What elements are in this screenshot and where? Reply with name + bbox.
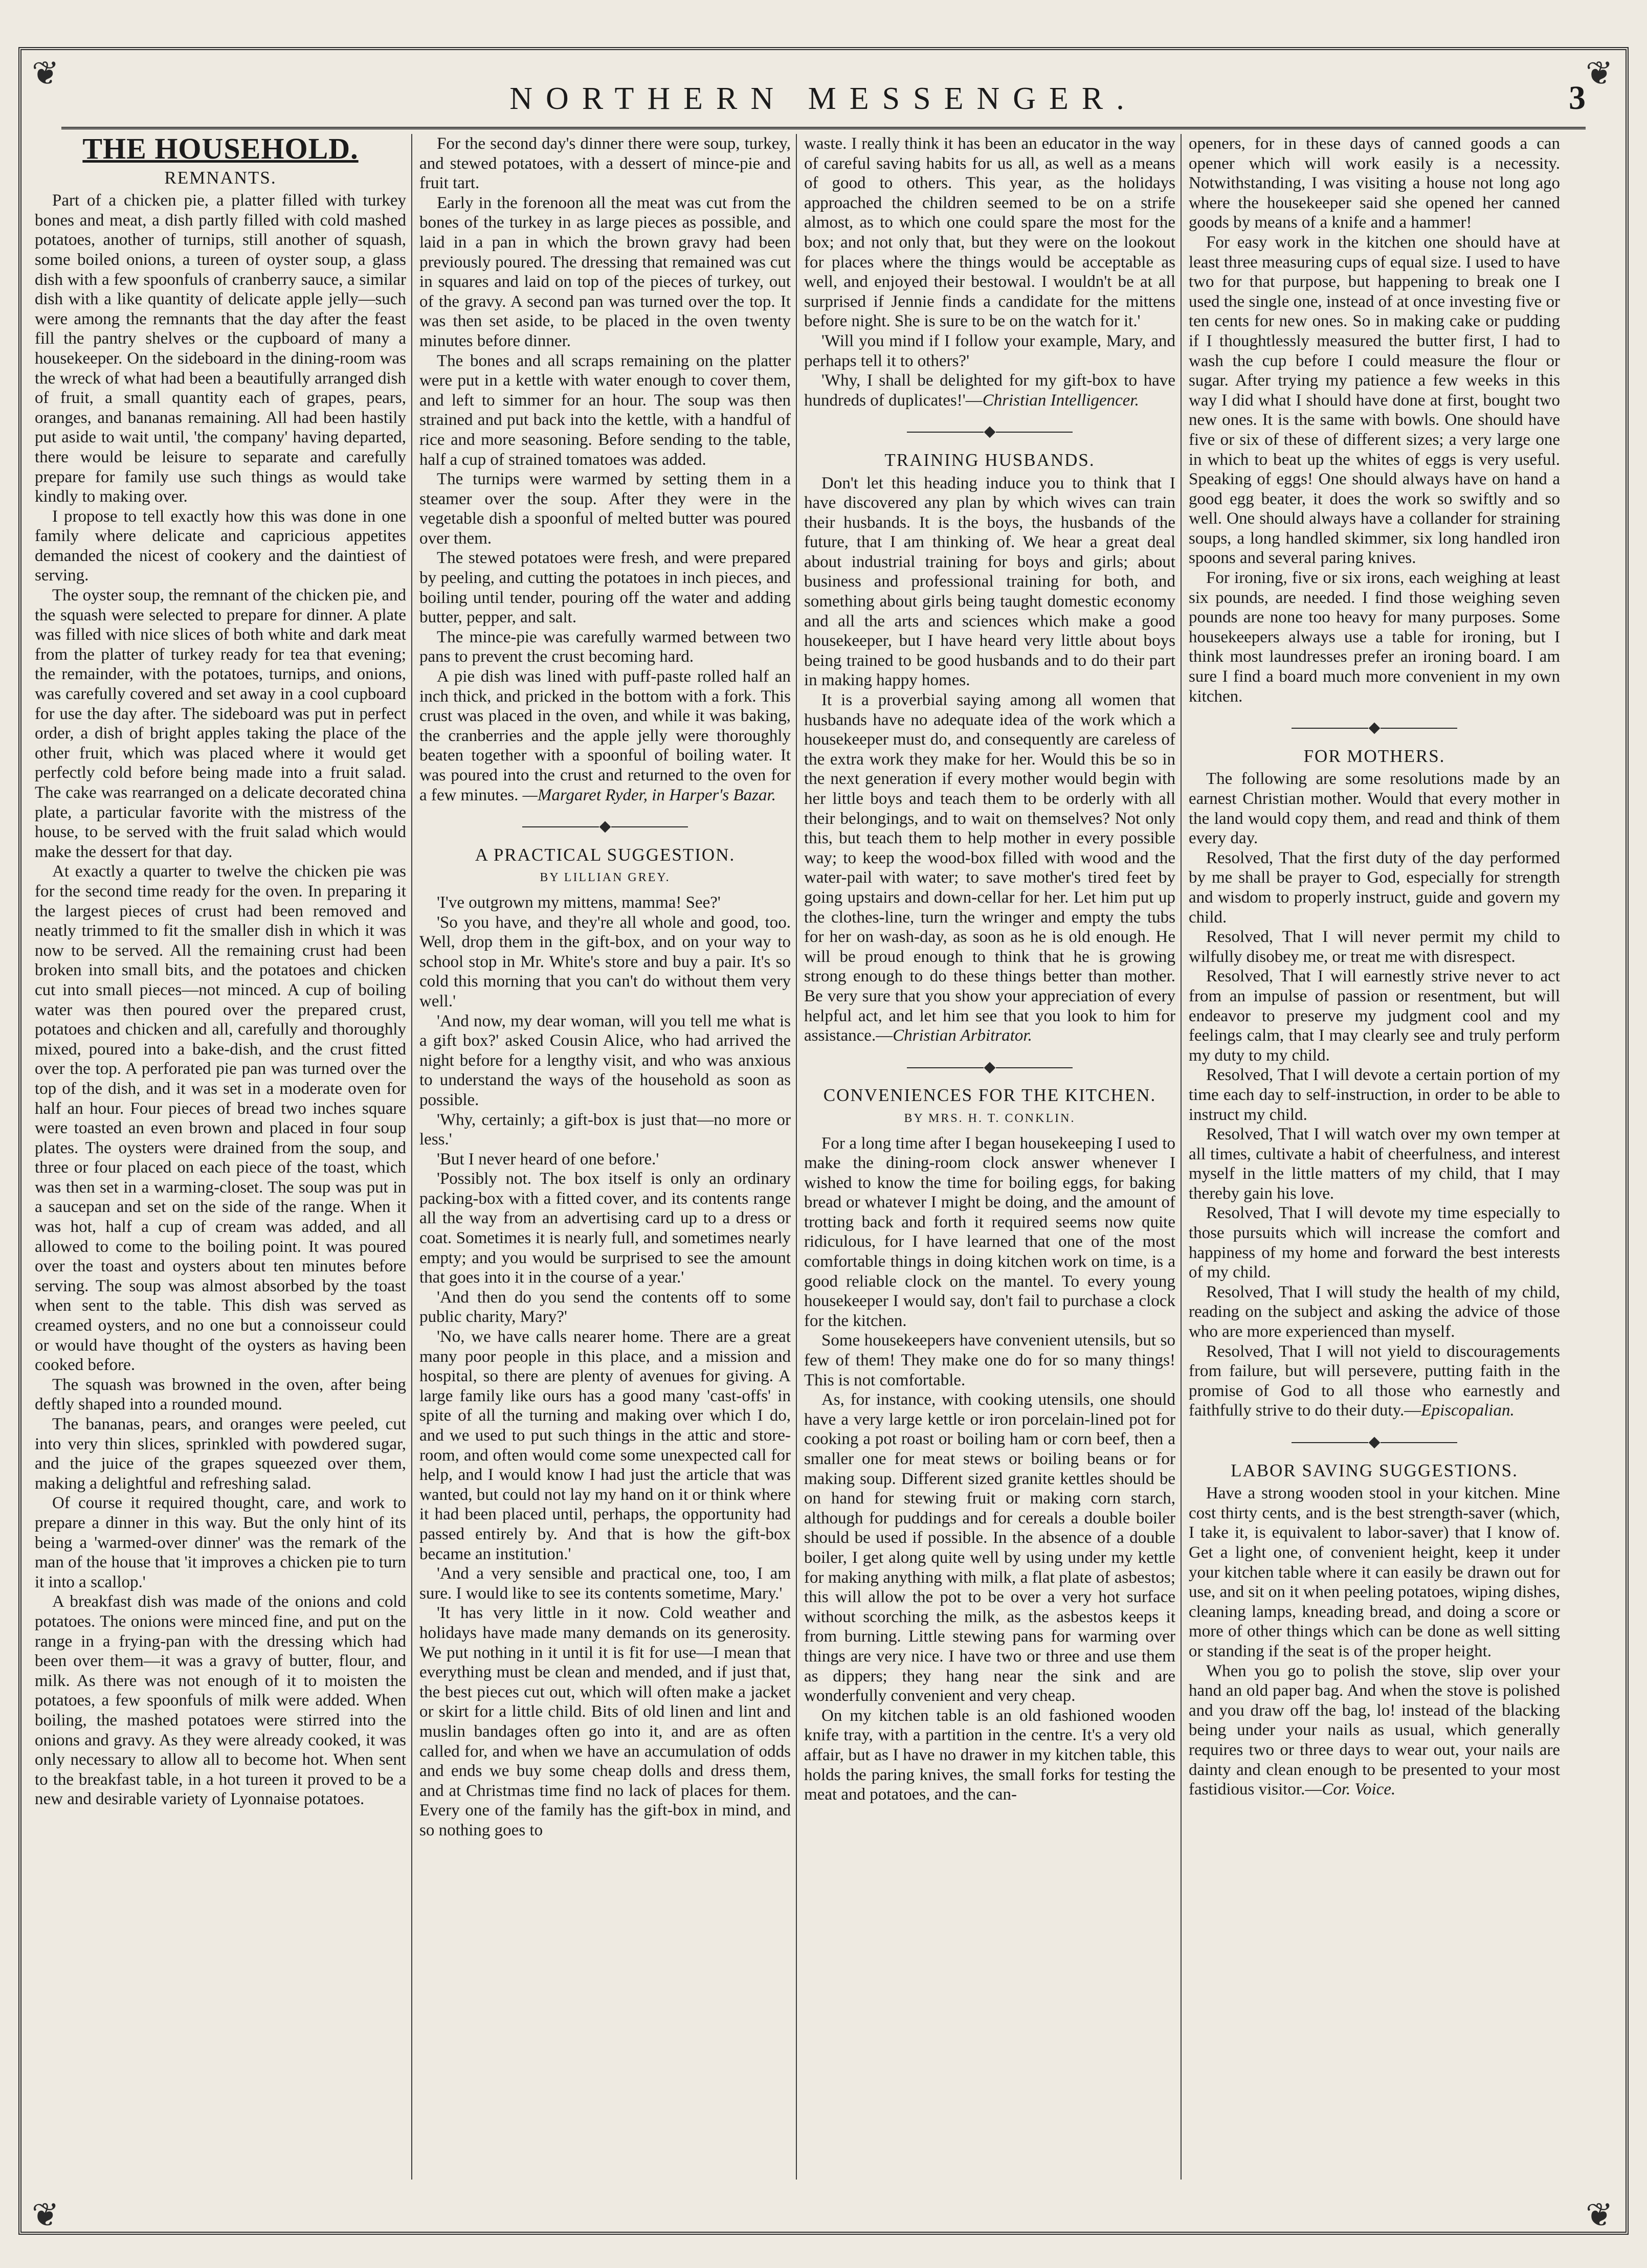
paragraph: Don't let this heading induce you to think that I have discovered any plan by which wives can train their husbands. It is the boys, the husbands of the future, that I am thinking of. We hear a great deal about industrial training for boys and girls; about business and professional training for both, and something about girls being taught domestic economy and all the arts and sciences which make a good housekeeper, but I have heard very little about boys being trained to be good husbands and to do their part in making happy homes.: [804, 474, 1175, 690]
source-credit: Cor. Voice.: [1322, 1780, 1396, 1799]
column-3: [804, 134, 1175, 2182]
byline: BY MRS. H. T. CONKLIN.: [904, 1111, 1076, 1125]
paragraph: 'Possibly not. The box itself is only an ordinary packing-box with a fitted cover, and its contents range all the way from an advertising card up to a dress or coat. Sometimes it is nearly full, and sometimes nearly empty; and you would be surprised to see the amount that goes into it in the course of a year.': [419, 1170, 791, 1287]
newspaper-title: NORTHERN MESSENGER.: [509, 81, 1138, 116]
section-divider: [1189, 717, 1560, 737]
paragraph-text: A pie dish was lined with puff-paste rolled half an inch thick, and pricked in the bottom with a fork. This crust was placed in the oven, and while it was baking, the cranberries and the apple jelly were thoroughly beaten together with a spoonful of boiling water. It was poured into the crust and returned to the oven for a few minutes.: [419, 667, 791, 804]
paragraph: Early in the forenoon all the meat was cut from the bones of the turkey in as large pieces as possible, and laid in a pan in which the brown gravy had been previously poured. The dressing that remained was cut in squares and laid on top of the pieces of turkey, out of the gravy. A second pan was turned over the top. It was then set aside, to be placed in the oven twenty minutes before dinner.: [419, 193, 791, 350]
paragraph: 'And then do you send the contents off to some public charity, Mary?': [419, 1288, 791, 1327]
paragraph-text: It is a proverbial saying among all women that husbands have no adequate idea of the work which a housekeeper must do, and consequently are careless of the extra work they make for her. Would this be so in the next generation if every mother would begin with her little boys and teach them to be orderly with all their belongings, and to wait on themselves? Not only this, but teach them to help mother in every possible way; to keep the wood-box filled with wood and the water-pail with water; to save mother's tired feet by going upstairs and down-cellar for her. Let him put up the clothes-line, turn the wringer and empty the tubs for her on wash-day, as soon as he is old enough. He will be proud enough to think that he is growing strong enough to do these things better than mother. Be very sure that you show your appreciation of every helpful act, and let him see that you look to him for assistance.—: [804, 691, 1175, 1045]
paragraph: The mince-pie was carefully warmed between two pans to prevent the crust becoming hard.: [419, 627, 791, 666]
source-credit: Christian Intelligencer.: [982, 391, 1139, 410]
paragraph: I propose to tell exactly how this was done in one family where delicate and capricious appetites demanded the nicest of cookery and the daintiest of serving.: [35, 507, 406, 585]
column-4: [1189, 134, 1560, 2182]
paragraph: The oyster soup, the remnant of the chicken pie, and the squash were selected to prepare for dinner. A plate was filled with nice slices of both white and dark meat from the platter of turkey ready for tea that evening; the remainder, with the potatoes, turnips, and onions, was carefully covered and set away in a cool cupboard for use the day after. The sideboard was put in perfect order, a dish of bright apples taking the place of the other fruit, which was placed where it would get perfectly cold before being made into a fruit salad. The cake was rearranged on a delicate decorated china plate, a particular favorite with the mistress of the house, to be served with the fruit salad which would make the dessert for that day.: [35, 586, 406, 861]
paragraph: The stewed potatoes were fresh, and were prepared by peeling, and cutting the potatoes in inch pieces, and boiling until tender, pouring off the water and adding butter, pepper, and salt.: [419, 549, 791, 627]
paragraph: For easy work in the kitchen one should have at least three measuring cups of equal size. I used to have two for that purpose, but happening to break one I used the single one, instead of at once investing five or ten cents for new ones. So in making cake or pudding if I thoughtlessly measured the butter first, I had to wash the cup before I could measure the flour or sugar. After trying my patience a few weeks in this way I did what I should have done at first, bought two new ones. It is the same with bowls. One should have five or six of these of different sizes; a very large one in which to beat up the whites of eggs is very useful. Speaking of eggs! One should always have on hand a good egg beater, it does the work so swiftly and so well. One should always have a collander for straining soups, a long handled skimmer, six long handled iron spoons and several paring knives.: [1189, 233, 1560, 568]
paragraph: 'It has very little in it now. Cold weather and holidays have made many demands on its generosity. We put nothing in it until it is fit for use—I mean that everything must be clean and mended, and if just that, the best pieces cut out, which will often make a jacket or skirt for a little child. Bits of old linen and lint and muslin bandages often go into it, and are as often called for, and when we have an accumulation of odds and ends we buy some cheap dolls and dress them, and at Christmas time find no lack of places for them. Every one of the family has the gift-box in mind, and so nothing goes to: [419, 1604, 791, 1839]
paragraph: For the second day's dinner there were soup, turkey, and stewed potatoes, with a dessert of mince-pie and fruit tart.: [419, 134, 791, 193]
paragraph: waste. I really think it has been an educator in the way of careful saving habits for us all, as well as a means of good to others. This year, as the holidays approached the children seemed to be on a strife almost, as to which one could spare the most for the box; and not only that, but they were on the lookout for places where the things would be acceptable as well, and enjoyed their bestowal. I wouldn't be at all surprised if Jennie finds a candidate for the mittens before night. She is sure to be on the watch for it.': [804, 134, 1175, 331]
paragraph: 'I've outgrown my mittens, mamma! See?': [437, 893, 721, 912]
source-credit: Christian Arbitrator.: [893, 1026, 1032, 1045]
paragraph: [419, 667, 791, 805]
paragraph: A breakfast dish was made of the onions and cold potatoes. The onions were minced fine, and put on the range in a frying-pan with the dressing which had been over them—it was a gravy of butter, flour, and milk. As there was not enough of it to moisten the potatoes, a few spoonfuls of milk were added. When boiling, the mashed potatoes were stirred into the onions and gravy. As they were already cooked, it was only necessary to allow all to become hot. When sent to the breakfast table, in a hot tureen it proved to be a new and desirable variety of Lyonnaise potatoes.: [35, 1592, 406, 1809]
paragraph: The bones and all scraps remaining on the platter were put in a kettle with water enough to cover them, and left to simmer for an hour. The soup was then strained and put back into the kettle, with a handful of rice and more seasoning. Before sending to the table, half a cup of strained tomatoes was added.: [419, 351, 791, 469]
column-2: [419, 134, 791, 2182]
paragraph-text: 'Why, I shall be delighted for my gift-box to have hundreds of duplicates!'—: [804, 371, 1175, 410]
paragraph: Resolved, That I will watch over my own temper at all times, cultivate a habit of cheerfulness, and interest myself in the little matters of my child, that I may thereby gain his love.: [1189, 1125, 1560, 1203]
paragraph: For a long time after I began housekeeping I used to make the dining-room clock answer whenever I wished to know the time for boiling eggs, for baking bread or whatever I might be doing, and the amount of trotting back and forth it required seems now quite ridiculous, for I have learned that one of the most comfortable things in doing kitchen work on time, is a good reliable clock on the mantel. To every young housekeeper I would say, don't fail to purchase a clock for the kitchen.: [804, 1134, 1175, 1330]
paragraph: [1189, 1661, 1560, 1800]
source-credit: Episcopalian.: [1421, 1401, 1515, 1420]
paragraph: Have a strong wooden stool in your kitchen. Mine cost thirty cents, and is the best strength-saver (which, I take it, is equivalent to labor-saver) that I know of. Get a light one, of convenient height, keep it under your kitchen table where it can easily be drawn out for use, and sit on it when peeling potatoes, wiping dishes, cleaning lamps, kneading bread, and doing a score or more of other things which can be done as well sitting or standing if the seat is of the proper height.: [1189, 1484, 1560, 1660]
column-1: [35, 134, 406, 2182]
paragraph: Resolved, That I will devote my time especially to those pursuits which will increase the comfort and happiness of my home and forward the best interests of my child.: [1189, 1204, 1560, 1282]
paragraph: Some housekeepers have convenient utensils, but so few of them! They make one do for so many things! This is not comfortable.: [804, 1331, 1175, 1389]
article-heading-for-mothers: FOR MOTHERS.: [1303, 746, 1445, 766]
section-divider: [1189, 1432, 1560, 1452]
paragraph: The following are some resolutions made by an earnest Christian mother. Would that every mother in the land would copy them, and read and think of them every day.: [1189, 770, 1560, 848]
paragraph: At exactly a quarter to twelve the chicken pie was for the second time ready for the oven. In preparing it the largest pieces of crust had been removed and neatly trimmed to fit the smaller dish in which it was now to be served. All the remaining crust had been broken into small bits, and the potatoes and chicken cut into small pieces—not minced. A cup of boiling water was then poured over the prepared crust, potatoes and chicken and all, carefully and thoroughly mixed, poured into a bake-dish, and the crust fitted over the top. A perforated pie pan was turned over the top of the dish, and it was set in a moderate oven for half an hour. Four pieces of bread two inches square were toasted an even brown and placed in four soup plates. The oysters were drained from the soup, and three or four placed on each piece of the toast, which was then set in a warming-closet. The soup was put in a saucepan and set on the side of the range. When it was hot, half a cup of cream was added, and all allowed to come to the boiling point. It was poured over the toast and oysters about ten minutes before serving. The soup was almost absorbed by the toast when sent to the table. This dish was served as creamed oysters, and no one but a connoisseur could or would have thought of the oysters as having been cooked before.: [35, 862, 406, 1375]
corner-ornament-icon: ❦: [32, 55, 59, 92]
section-divider: [804, 421, 1175, 441]
corner-ornament-icon: ❦: [32, 2197, 59, 2233]
article-heading-remnants: REMNANTS.: [164, 167, 277, 188]
paragraph: The turnips were warmed by setting them in a steamer over the soup. After they were in the vegetable dish a spoonful of melted butter was poured over them.: [419, 470, 791, 548]
paragraph-text: Resolved, That I will not yield to discouragements from failure, but will persevere, putting faith in the promise of God to all those who earnestly and faithfully strive to do their duty.—: [1189, 1342, 1560, 1420]
paragraph: As, for instance, with cooking utensils, one should have a very large kettle or iron porcelain-lined pot for cooking a pot roast or boiling ham or corn beef, then a smaller one for meat stews or boiling beans or for making soup. Different sized granite kettles should be on hand for stewing fruit or making corn starch, although for puddings and for cereals a double boiler should be used if possible. In the absence of a double boiler, I get along quite well by using under my kettle for making anything with milk, a flat plate of asbestos; this will allow the pot to be over a very hot surface without scorching the milk, as the asbestos keeps it from burning. Little stewing pans for warming over things are very nice. I have two or three and use them as dippers; they hang near the sink and are wonderfully convenient and very cheap.: [804, 1390, 1175, 1705]
paragraph: 'Why, certainly; a gift-box is just that—no more or less.': [419, 1110, 791, 1149]
source-credit: —Margaret Ryder, in Harper's Bazar.: [522, 785, 776, 804]
page-number: 3: [1569, 79, 1586, 117]
column-rule: [796, 134, 797, 2180]
corner-ornament-icon: ❦: [1586, 2197, 1613, 2233]
paragraph: On my kitchen table is an old fashioned wooden knife tray, with a partition in the centre. It's a very old affair, but as I have no drawer in my kitchen table, this holds the paring knives, the small forks for testing the meat and potatoes, and the can-: [804, 1706, 1175, 1804]
article-heading-conveniences: CONVENIENCES FOR THE KITCHEN.: [823, 1085, 1156, 1106]
paragraph: 'And now, my dear woman, will you tell me what is a gift box?' asked Cousin Alice, who had arrived the night before for a lengthy visit, and who was anxious to understand the ways of the household as soon as possible.: [419, 1012, 791, 1109]
section-divider: [419, 816, 791, 836]
section-title: THE HOUSEHOLD.: [82, 134, 359, 165]
article-heading-practical-suggestion: A PRACTICAL SUGGESTION.: [475, 844, 736, 865]
corner-ornament-icon: ❦: [1586, 55, 1613, 92]
paragraph: Part of a chicken pie, a platter filled with turkey bones and meat, a dish partly filled with cold mashed potatoes, another of turnips, still another of squash, some boiled onions, a tureen of oyster soup, a glass dish with a few spoonfuls of cranberry sauce, a similar dish with a like quantity of delicate apple jelly—such were among the remnants that the day after the feast fill the pantry shelves or the cupboard of many a housekeeper. On the sideboard in the dining-room was the wreck of what had been a beautifully arranged dish of fruit, a small quantity each of grapes, pears, oranges, and bananas remaining. All had been hastily put aside to wait until, 'the company' having departed, there would be leisure to separate and carefully prepare for family use such things as would take kindly to making over.: [35, 191, 406, 506]
paragraph: 'Will you mind if I follow your example, Mary, and perhaps tell it to others?': [804, 331, 1175, 370]
article-heading-labor-saving: LABOR SAVING SUGGESTIONS.: [1231, 1460, 1518, 1480]
paragraph: Of course it required thought, care, and work to prepare a dinner in this way. But the only hint of its being a 'warmed-over dinner' was the remark of the man of the house that 'it improves a chicken pie to turn it into a scallop.': [35, 1494, 406, 1591]
paragraph: For ironing, five or six irons, each weighing at least six pounds, are needed. I find those weighing seven pounds are none too heavy for many purposes. Some housekeepers always use a table for ironing, but I think most laundresses prefer an ironing board. I am sure I find a board much more convenient in my own kitchen.: [1189, 569, 1560, 706]
paragraph: [804, 690, 1175, 1046]
article-heading-training-husbands: TRAINING HUSBANDS.: [884, 450, 1095, 470]
paragraph: 'But I never heard of one before.': [437, 1150, 659, 1169]
paragraph: 'And a very sensible and practical one, too, I am sure. I would like to see its contents sometime, Mary.': [419, 1564, 791, 1603]
paragraph: Resolved, That the first duty of the day performed by me shall be prayer to God, especially for strength and wisdom to properly instruct, guide and govern my child.: [1189, 848, 1560, 927]
paragraph: [1189, 1342, 1560, 1421]
paragraph: Resolved, That I will devote a certain portion of my time each day to self-instruction, in order to be able to instruct my child.: [1189, 1066, 1560, 1124]
paragraph: Resolved, That I will study the health of my child, reading on the subject and asking the advice of those who are more experienced than myself.: [1189, 1283, 1560, 1341]
paragraph: The squash was browned in the oven, after being deftly shaped into a rounded mound.: [35, 1375, 406, 1414]
paragraph: 'No, we have calls nearer home. There are a great many poor people in this place, and a mission and hospital, so there are plenty of avenues for giving. A large family like ours has a good many 'cast-offs' in spite of all the turning and making over which I do, and we used to put such things in the attic and store-room, and often would come some unexpected call for help, and I would know I had just the article that was wanted, but could not lay my hand on it or think where it had been placed until, perhaps, the opportunity had passed entirely by. And that is how the gift-box became an institution.': [419, 1328, 791, 1563]
section-divider: [804, 1057, 1175, 1077]
column-rule: [411, 134, 412, 2180]
paragraph: [804, 371, 1175, 410]
masthead: [61, 76, 1586, 129]
paragraph-text: When you go to polish the stove, slip over your hand an old paper bag. And when the stove is polished and you draw off the bag, lo! instead of the blacking being under your nails as usual, which generally requires two or three days to wear out, your nails are dainty and clean enough to be presented to your most fastidious visitor.—: [1189, 1661, 1560, 1799]
paragraph: Resolved, That I will earnestly strive never to act from an impulse of passion or resentment, but will endeavor to preserve my judgment cool and my feelings calm, that I may clearly see and truly perform my duty to my child.: [1189, 967, 1560, 1065]
byline: BY LILLIAN GREY.: [540, 871, 671, 885]
paragraph: openers, for in these days of canned goods a can opener which will work easily is a necessity. Notwithstanding, I was visiting a house not long ago where the housekeeper said she opened her canned goods by means of a knife and a hammer!: [1189, 134, 1560, 232]
paragraph: Resolved, That I will never permit my child to wilfully disobey me, or treat me with disrespect.: [1189, 928, 1560, 966]
column-rule: [1181, 134, 1182, 2180]
paragraph: The bananas, pears, and oranges were peeled, cut into very thin slices, sprinkled with powdered sugar, and the juice of the grapes squeezed over them, making a delightful and refreshing salad.: [35, 1415, 406, 1493]
paragraph: 'So you have, and they're all whole and good, too. Well, drop them in the gift-box, and on your way to school stop in Mr. White's store and buy a pair. It's so cold this morning that you can't do without them very well.': [419, 913, 791, 1011]
